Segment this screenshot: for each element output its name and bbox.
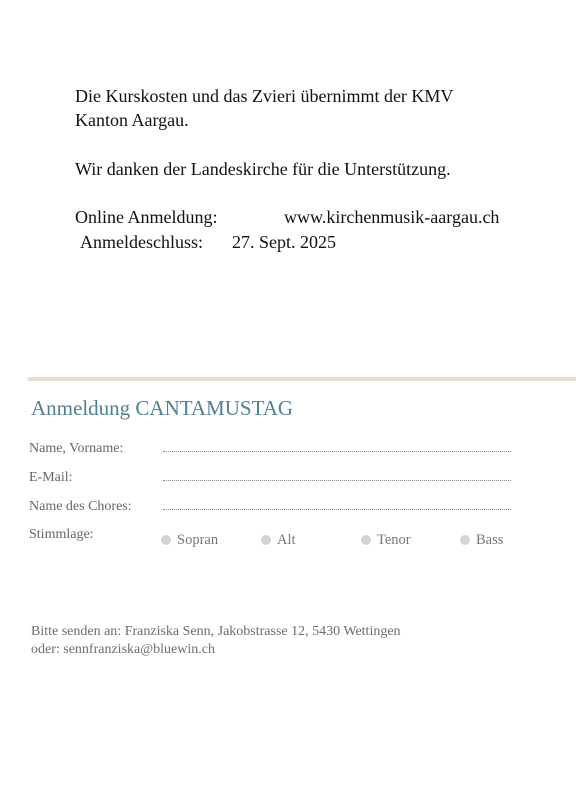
email-field-label: E-Mail: <box>29 470 73 485</box>
email-field-line[interactable] <box>163 480 511 481</box>
section-divider <box>28 377 576 381</box>
name-field-line[interactable] <box>163 451 511 452</box>
voice-option-label: Sopran <box>177 531 219 548</box>
voice-option-label: Alt <box>277 531 296 548</box>
form-title: Anmeldung CANTAMUSTAG <box>31 396 294 420</box>
voice-option-tenor[interactable] <box>361 531 411 549</box>
thanks-paragraph: Wir danken der Landeskirche für die Unterstützung. <box>75 159 451 179</box>
cost-line-2: Kanton Aargau. <box>75 110 189 130</box>
deadline-label: Anmeldeschluss: <box>80 232 203 252</box>
voice-option-alt[interactable] <box>261 531 296 549</box>
radio-circle-icon[interactable] <box>460 535 470 545</box>
voice-label: Stimmlage: <box>29 527 94 542</box>
voice-option-label: Bass <box>476 531 504 548</box>
cost-line-1: Die Kurskosten und das Zvieri übernimmt der KMV <box>75 86 454 106</box>
voice-option-sopran[interactable] <box>161 531 218 549</box>
deadline-value: 27. Sept. 2025 <box>232 232 337 252</box>
send-address: Bitte senden an: Franziska Senn, Jakobstrasse 12, 5430 Wettingen <box>31 624 401 639</box>
radio-circle-icon[interactable] <box>361 535 371 545</box>
choir-field-line[interactable] <box>163 509 511 510</box>
voice-option-label: Tenor <box>377 531 411 548</box>
online-registration-url[interactable]: www.kirchenmusik-aargau.ch <box>284 207 500 227</box>
voice-option-bass[interactable] <box>460 531 503 549</box>
choir-field-label: Name des Chores: <box>29 499 132 514</box>
cost-paragraph <box>75 84 453 132</box>
radio-circle-icon[interactable] <box>161 535 171 545</box>
name-field-label: Name, Vorname: <box>29 441 124 456</box>
online-registration-label: Online Anmeldung: <box>75 207 218 227</box>
send-email: oder: sennfranziska@bluewin.ch <box>31 642 215 657</box>
radio-circle-icon[interactable] <box>261 535 271 545</box>
